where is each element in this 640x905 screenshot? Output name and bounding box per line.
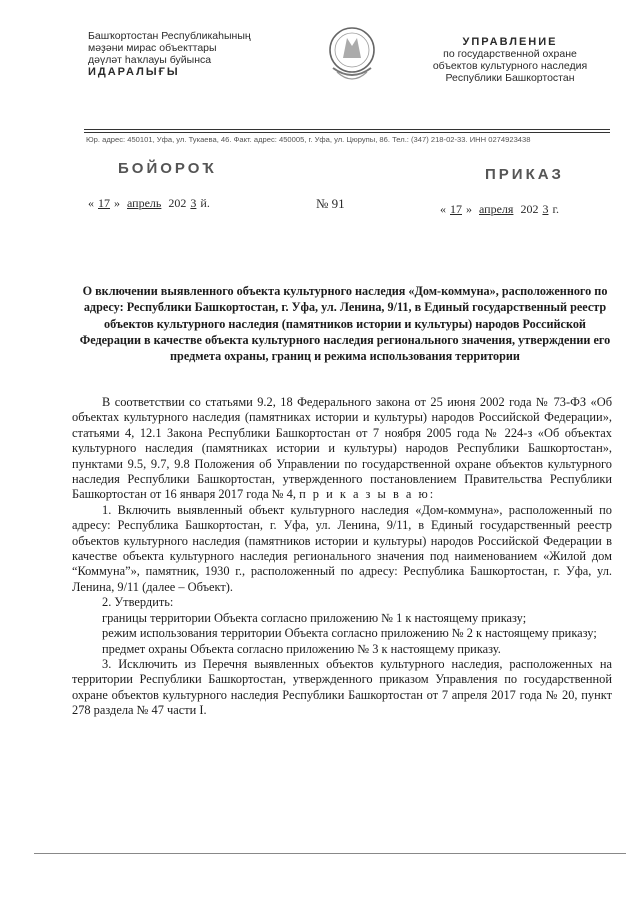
date-left-open: « [88, 196, 94, 210]
header-right-line-1: по государственной охране [443, 48, 577, 60]
order-date-right [440, 202, 559, 217]
paragraph-item-1: 1. Включить выявленный объект культурного наследия «Дом-коммуна», расположенный по адресу: Республика Башкортостан, г. Уфа, ул. Ленина, 9/11, в Единый государственный реестр объектов культурного наследия (памятников истории и культуры) народов Российской Федерации в качестве объекта культурного наследия регионального значения под наименованием «Жилой дом “Коммуна”», памятник, 1930 г., расположенный по адресу: Республика Башкортостан, г. Уфа, ул. Ленина, 9/11 (далее – Объект). [72, 502, 612, 594]
header-left-line-1: Башҡортостан Республикаһының [88, 30, 251, 42]
date-right-open: « [440, 202, 446, 216]
header-left-block [88, 30, 298, 78]
header-divider-thin [84, 132, 610, 133]
date-left-year-prefix: 202 [168, 196, 187, 210]
footer-line [34, 853, 626, 854]
header-left-line-2: мәҙәни мирас объекттары [88, 42, 217, 54]
paragraph-item-2-c: предмет охраны Объекта согласно приложению № 3 к настоящему приказу. [102, 641, 501, 656]
date-right-year-prefix: 202 [520, 202, 539, 216]
date-right-day: 17 [450, 202, 462, 216]
date-left-day: 17 [98, 196, 110, 210]
paragraph-item-3: 3. Исключить из Перечня выявленных объектов культурного наследия, расположенных на территории Республики Башкортостан, утвержденного приказом Управления по государственной охране объектов культурного наследия Республики Башкортостан от 7 апреля 2017 года № 20, пункт 278 раздела № 47 части I. [72, 656, 612, 718]
date-left-year-digit: 3 [190, 196, 197, 210]
document-body [72, 395, 612, 719]
date-right-year-digit: 3 [542, 202, 549, 216]
order-number: № 91 [316, 196, 345, 211]
order-date-left [88, 196, 210, 211]
header-right-line-3: Республики Башкортостан [445, 72, 575, 84]
paragraph-item-2-a: границы территории Объекта согласно приложению № 1 к настоящему приказу; [102, 610, 527, 625]
header-right-block [420, 36, 600, 84]
header-right-bold: УПРАВЛЕНИЕ [462, 36, 558, 48]
paragraph-preamble [72, 395, 612, 503]
document-heading: О включении выявленного объекта культурного наследия «Дом-коммуна», расположенного по адресу: Республики Башкортостан, г. Уфа, ул. Ленина, 9/11, в Единый государственный реестр объектов культурного наследия (памятников истории и культуры) народов Российской Федерации в качестве объекта культурного наследия регионального значения, утверждении его предмета охраны, границ и режима использования территории [79, 284, 611, 364]
header-right-line-2: объектов культурного наследия [432, 60, 588, 72]
contacts-line: Юр. адрес: 450101, Уфа, ул. Тукаева, 46. Факт. адрес: 450005, г. Уфа, ул. Цюрупы, 86. Тел.: (347) 218-02-33. ИНН 0274923438 [86, 135, 531, 144]
paragraph-preamble-order-word: п р и к а з ы в а ю: [299, 487, 436, 502]
date-left-suffix: й. [200, 196, 210, 210]
paragraph-item-2: 2. Утвердить: [102, 595, 174, 610]
paragraph-preamble-text: В соответствии со статьями 9.2, 18 Федерального закона от 25 июня 2002 года № 73-ФЗ «Об объектах культурного наследия (памятниках истории и культуры) народов Российской Федерации», статьями 4, 12.1 Закона Республики Башкортостан от 7 ноября 2005 года № 224-з «Об объектах культурного наследия (памятниках истории и культуры) народов Республики Башкортостан», пунктами 9.5, 9.7, 9.8 Положения об Управлении по государственной охране объектов культурного наследия Республики Башкортостан, утвержденного постановлением Правительства Республики Башкортостан от 16 января 2017 года № 4, [72, 395, 612, 502]
date-right-close: » [466, 202, 472, 216]
header-left-bold: ИДАРАЛЫҒЫ [88, 66, 180, 78]
date-right-month: апреля [479, 202, 514, 216]
order-title-russian: ПРИКАЗ [485, 166, 564, 183]
date-left-close: » [114, 196, 120, 210]
date-left-month: апрель [127, 196, 162, 210]
header-divider-thick [84, 129, 610, 130]
paragraph-item-2-b: режим использования территории Объекта согласно приложению № 2 к настоящему приказу; [102, 626, 597, 641]
header-left-line-3: дәүләт һаҡлауы буйынса [88, 54, 212, 66]
date-right-suffix: г. [552, 202, 560, 216]
order-title-bashkir: БОЙОРОҠ [118, 160, 217, 177]
bashkortostan-emblem-icon [325, 20, 380, 90]
